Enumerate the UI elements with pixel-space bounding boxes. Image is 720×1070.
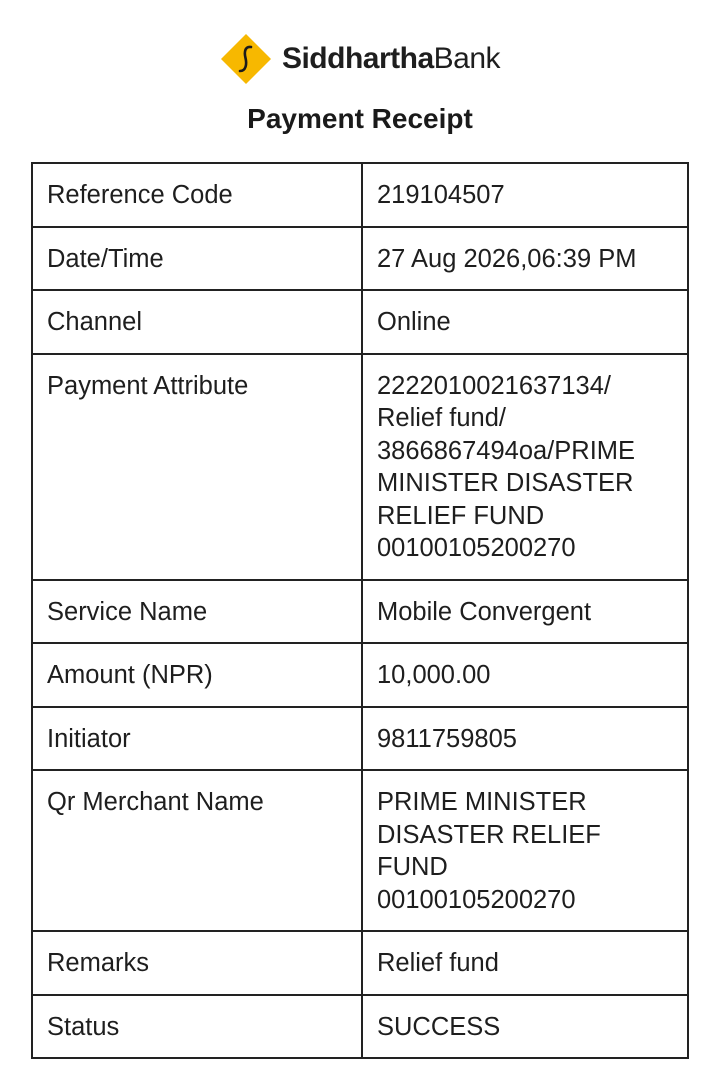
bank-name [282, 42, 500, 76]
row-value: 27 Aug 2026,06:39 PM [362, 227, 688, 291]
page-title: Payment Receipt [247, 103, 473, 134]
row-value: 9811759805 [362, 707, 688, 771]
table-row-channel [32, 290, 688, 354]
table-row-status [32, 995, 688, 1059]
bank-name-bold: Siddhartha [281, 42, 434, 75]
row-label: Remarks [32, 931, 362, 995]
row-value: 219104507 [362, 163, 688, 227]
row-label: Date/Time [32, 227, 362, 291]
table-row-reference-code [32, 163, 688, 227]
receipt-header [0, 28, 720, 90]
receipt-table [31, 162, 689, 1059]
status-value: SUCCESS [362, 995, 688, 1059]
table-row-remarks [32, 931, 688, 995]
row-label: Status [32, 995, 362, 1059]
row-value: 10,000.00 [362, 643, 688, 707]
table-row-qr-merchant-name [32, 770, 688, 931]
bank-logo [220, 33, 500, 85]
row-label: Amount (NPR) [32, 643, 362, 707]
table-row-payment-attribute [32, 354, 688, 580]
row-label: Payment Attribute [32, 354, 362, 580]
row-label: Qr Merchant Name [32, 770, 362, 931]
row-label: Channel [32, 290, 362, 354]
table-row-amount [32, 643, 688, 707]
row-value: PRIME MINISTER DISASTER RELIEF FUND 00100105200270 [362, 770, 688, 931]
table-row-initiator [32, 707, 688, 771]
row-value: 2222010021637134/ Relief fund/ 3866867494oa/PRIME MINISTER DISASTER RELIEF FUND 00100105200270 [362, 354, 688, 580]
table-row-service-name [32, 580, 688, 644]
siddhartha-diamond-logo-icon [220, 33, 272, 85]
table-row-date-time [32, 227, 688, 291]
row-label: Reference Code [32, 163, 362, 227]
row-value: Online [362, 290, 688, 354]
row-label: Service Name [32, 580, 362, 644]
row-label: Initiator [32, 707, 362, 771]
row-value: Relief fund [362, 931, 688, 995]
row-value: Mobile Convergent [362, 580, 688, 644]
bank-name-light: Bank [433, 42, 501, 75]
